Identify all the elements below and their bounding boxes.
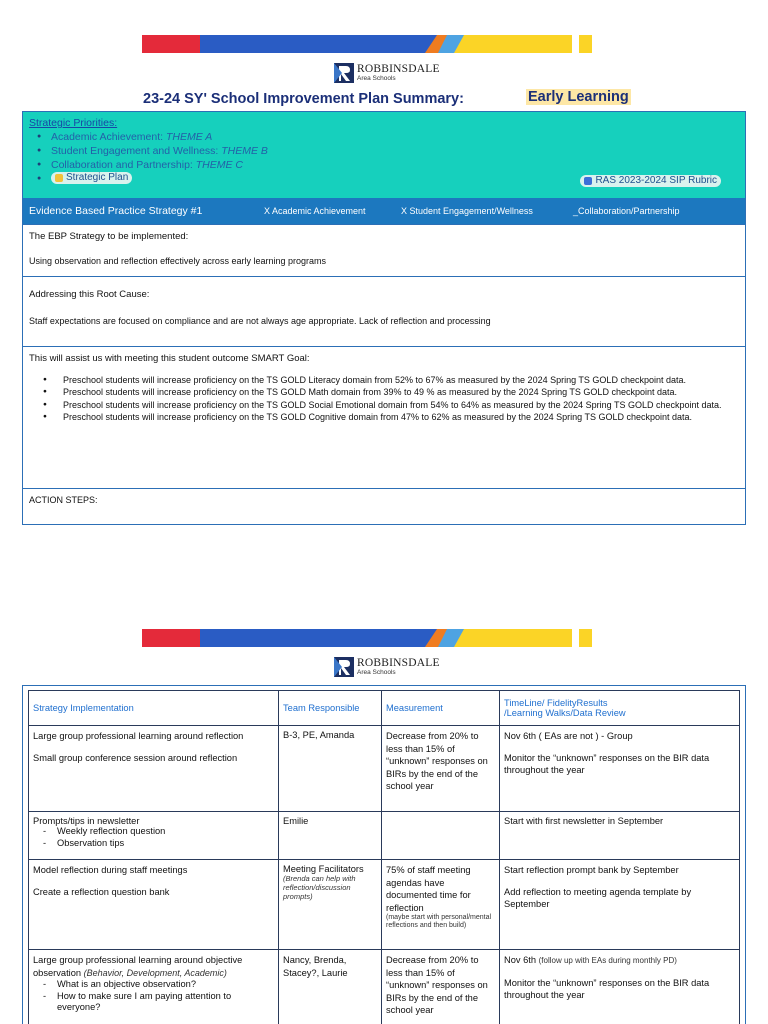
measurement-text: 75% of staff meeting agendas have documented time for reflection <box>386 865 471 913</box>
cell-measurement <box>382 812 500 860</box>
logo-subtitle: Area Schools <box>357 669 396 676</box>
ebp-strategy-heading: The EBP Strategy to be implemented: <box>29 231 189 242</box>
strategy-text: Large group professional learning around objective observation <box>33 955 243 978</box>
header-strategy: Strategy Implementation <box>29 691 279 726</box>
header-measurement: Measurement <box>382 691 500 726</box>
cell-measurement: Decrease from 20% to less than 15% of “unknown” responses on BIRs by the end of the school year <box>382 726 500 812</box>
sub-item: - Weekly reflection question <box>43 826 274 838</box>
action-steps-heading: ACTION STEPS: <box>29 495 98 505</box>
strategy-text: Prompts/tips in newsletter <box>33 816 140 826</box>
sip-rubric-chip-label: RAS 2023-2024 SIP Rubric <box>595 175 717 186</box>
sub-item: - Observation tips <box>43 838 274 850</box>
timeline-text: Nov 6th ( EAs are not ) - Group <box>504 731 633 741</box>
ebp-strategy-cell <box>23 224 745 276</box>
summary-table <box>22 111 746 525</box>
sip-rubric-chip[interactable] <box>580 175 721 187</box>
root-cause-text: Staff expectations are focused on compliance and are not always age appropriate. Lack of reflection and processing <box>29 316 491 326</box>
logo-mark-icon <box>334 655 354 679</box>
color-banner <box>142 35 592 53</box>
page-title-text: 23-24 SY' School Improvement Plan Summary: <box>143 91 464 107</box>
smart-goal-heading: This will assist us with meeting this student outcome SMART Goal: <box>29 353 310 364</box>
cell-measurement: Decrease from 20% to less than 15% of “unknown” responses on BIRs by the end of the school year <box>382 950 500 1024</box>
priority-item <box>51 144 739 158</box>
goal-item: ● Preschool students will increase proficiency on the TS GOLD Cognitive domain from 47% to 62% as measured by the 2024 Spring TS GOLD checkpoint data. <box>63 411 739 423</box>
page-gap <box>0 545 768 620</box>
ebp-strategy-label: Evidence Based Practice Strategy #1 <box>29 205 203 217</box>
strategy-text: Model reflection during staff meetings <box>33 865 188 875</box>
timeline-text: Monitor the “unknown” responses on the BIR data throughout the year <box>504 977 710 1000</box>
option-collaboration: _Collaboration/Partnership <box>573 206 680 216</box>
priority-label: Academic Achievement: <box>51 131 166 143</box>
page-title <box>143 89 629 109</box>
cell-strategy <box>29 726 279 812</box>
header-timeline-line1: TimeLine/ FidelityResults <box>504 698 608 708</box>
priority-theme: THEME A <box>165 131 213 143</box>
priority-theme: THEME C <box>195 159 244 171</box>
table-row <box>29 860 740 950</box>
table-row <box>29 726 740 812</box>
action-steps-cell <box>23 488 745 524</box>
goal-item: ● Preschool students will increase proficiency on the TS GOLD Math domain from 39% to 49 % as measured by the 2024 Spring TS GOLD checkpoint data. <box>63 386 739 398</box>
color-banner-graphic <box>142 629 592 647</box>
table-row <box>29 950 740 1024</box>
timeline-note: (follow up with EAs during monthly PD) <box>538 956 677 965</box>
cell-strategy <box>29 812 279 860</box>
root-cause-cell <box>23 276 745 346</box>
root-cause-heading: Addressing this Root Cause: <box>29 289 150 300</box>
page-two <box>0 620 768 1024</box>
header-timeline-line2: /Learning Walks/Data Review <box>504 708 626 718</box>
cell-strategy <box>29 860 279 950</box>
cell-team <box>279 860 382 950</box>
strategic-plan-chip-label: ● Strategic Plan <box>66 172 129 183</box>
option-academic: X Academic Achievement <box>264 206 366 216</box>
timeline-text: Monitor the “unknown” responses on the BIR data throughout the year <box>504 752 710 775</box>
timeline-text: Add reflection to meeting agenda template by September <box>504 886 692 909</box>
priority-label: Student Engagement and Wellness: <box>51 145 222 157</box>
priority-theme: THEME B <box>221 145 268 157</box>
logo-name: ROBBINSDALE <box>357 62 440 75</box>
cell-timeline <box>500 860 740 950</box>
page-title-tag: Early Learning <box>528 89 629 105</box>
priority-item <box>51 130 739 144</box>
ebp-strategy-text: Using observation and reflection effectively across early learning programs <box>29 256 326 266</box>
cell-timeline <box>500 950 740 1024</box>
goal-item: ● Preschool students will increase proficiency on the TS GOLD Social Emotional domain from 54% to 64% as measured by the 2024 Spring TS GOLD checkpoint data. <box>63 399 739 411</box>
strategy-note: (Behavior, Development, Academic) <box>83 967 227 978</box>
logo-name: ROBBINSDALE <box>357 656 440 669</box>
strategy-text: Create a reflection question bank <box>33 886 170 897</box>
table-row <box>29 812 740 860</box>
cell-team: Emilie <box>279 812 382 860</box>
color-banner-graphic <box>142 35 592 53</box>
ebp-strategy-bar <box>23 198 745 224</box>
team-text: Meeting Facilitators <box>283 864 364 874</box>
sub-item: - How to make sure I am paying attention to everyone? <box>43 991 274 1014</box>
cell-timeline: Start with first newsletter in September <box>500 812 740 860</box>
header-timeline <box>500 691 740 726</box>
timeline-date: Nov 6th <box>504 955 539 965</box>
strategic-plan-chip[interactable] <box>51 172 132 184</box>
color-banner <box>142 629 592 647</box>
strategy-text: Large group professional learning around reflection <box>33 731 244 741</box>
robbinsdale-logo <box>334 60 444 86</box>
header-team: Team Responsible <box>279 691 382 726</box>
sub-item: - What is an objective observation? <box>43 979 274 991</box>
cell-strategy <box>29 950 279 1024</box>
goal-item: ● Preschool students will increase proficiency on the TS GOLD Literacy domain from 52% to 67% as measured by the 2024 Spring TS GOLD checkpoint data. <box>63 374 739 386</box>
table-header-row <box>29 691 740 726</box>
cell-measurement <box>382 860 500 950</box>
document-icon <box>55 174 63 182</box>
strategic-priorities <box>23 112 745 198</box>
cell-timeline <box>500 726 740 812</box>
priority-label: Collaboration and Partnership: <box>51 159 196 171</box>
cell-team: B-3, PE, Amanda <box>279 726 382 812</box>
robbinsdale-logo <box>334 654 444 680</box>
measurement-note: (maybe start with personal/mental reflections and then build) <box>386 914 492 929</box>
logo-mark-icon <box>334 61 354 85</box>
smart-goal-cell <box>23 346 745 488</box>
team-note: (Brenda can help with reflection/discussion prompts) <box>283 874 356 901</box>
document-icon <box>584 177 592 185</box>
strategic-priorities-link[interactable]: Strategic Priorities: <box>29 117 118 129</box>
strategy-text: Small group conference session around reflection <box>33 752 238 763</box>
action-steps-table <box>22 685 746 1024</box>
logo-subtitle: Area Schools <box>357 75 396 82</box>
cell-team: Nancy, Brenda, Stacey?, Laurie <box>279 950 382 1024</box>
timeline-text: Start reflection prompt bank by September <box>504 865 679 875</box>
option-engagement: X Student Engagement/Wellness <box>401 206 533 216</box>
priority-item <box>51 158 739 172</box>
